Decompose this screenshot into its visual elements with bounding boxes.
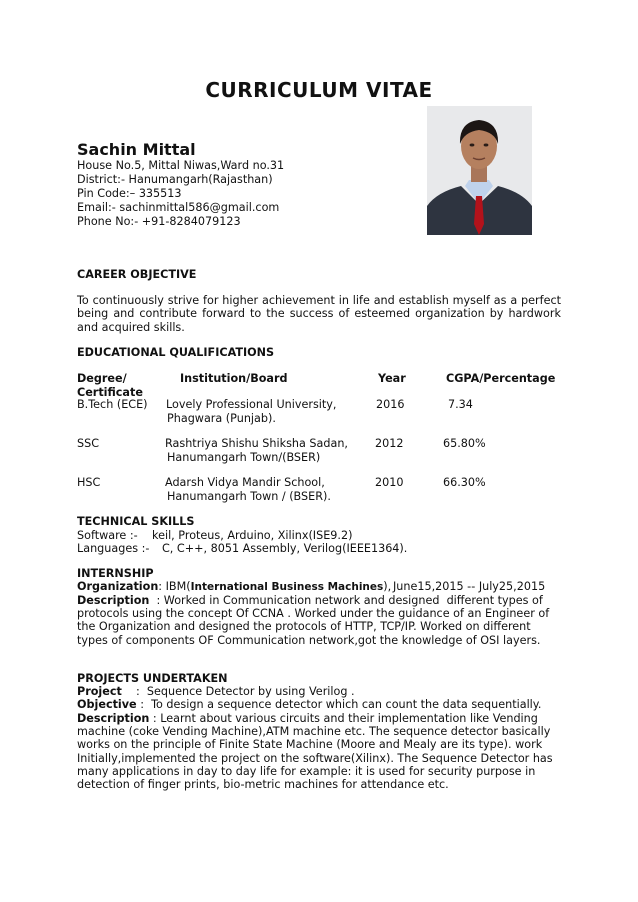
internship-description-line: the Organization and designed the protocols of HTTP, TCP/IP. Worked on different bbox=[77, 620, 531, 633]
project-description-line: machine (coke Vending Machine),ATM machine etc. The sequence detector basically bbox=[77, 725, 551, 738]
project-description-first: Description : Learnt about various circuits and their implementation like Vending bbox=[77, 712, 538, 725]
software-line: Software :- bbox=[77, 529, 138, 542]
table-row-degree: B.Tech (ECE) bbox=[77, 398, 148, 411]
project-description-line: works on the principle of Finite State Machine (Moore and Mealy are its type). work bbox=[77, 738, 543, 751]
table-row-year: 2010 bbox=[375, 476, 404, 489]
internship-description-first: Description : Worked in Communication network and designed different types of bbox=[77, 594, 543, 607]
table-row-year: 2012 bbox=[375, 437, 404, 450]
district-line: District:- Hanumangarh(Rajasthan) bbox=[77, 173, 273, 186]
institution-header: Institution/Board bbox=[180, 372, 288, 385]
year-header: Year bbox=[378, 372, 406, 385]
profile-photo bbox=[427, 106, 532, 235]
table-row-institution: Adarsh Vidya Mandir School, Hanumangarh Town / (BSER). bbox=[165, 476, 331, 503]
projects-heading: PROJECTS UNDERTAKEN bbox=[77, 672, 228, 685]
table-row-year: 2016 bbox=[376, 398, 405, 411]
objective-line: Objective : To design a sequence detector which can count the data sequentially. bbox=[77, 698, 542, 711]
cgpa-header: CGPA/Percentage bbox=[446, 372, 556, 385]
contact-block bbox=[77, 159, 284, 229]
career-objective-text: To continuously strive for higher achievement in life and establish myself as a perfect being and contribute forward to the success of esteemed organization by hardwork and acquired skills. bbox=[77, 294, 561, 334]
address-line: House No.5, Mittal Niwas,Ward no.31 bbox=[77, 159, 285, 172]
internship-description-line: protocols using the concept Of CCNA . Worked under the guidance of an Engineer of bbox=[77, 607, 550, 620]
pincode-line: Pin Code:– 335513 bbox=[77, 187, 182, 200]
languages-value: C, C++, 8051 Assembly, Verilog(IEEE1364). bbox=[162, 542, 408, 555]
project-description-line: Initially,implemented the project on the software(Xilinx). The Sequence Detector has bbox=[77, 752, 553, 765]
technical-skills-heading: TECHNICAL SKILLS bbox=[77, 515, 195, 528]
table-row-institution: Lovely Professional University, Phagwara (Punjab). bbox=[166, 398, 337, 425]
document-title: CURRICULUM VITAE bbox=[205, 78, 433, 102]
table-row-score: 66.30% bbox=[443, 476, 486, 489]
email-line: Email:- sachinmittal586@gmail.com bbox=[77, 201, 280, 214]
degree-header: Degree/ Certificate bbox=[77, 372, 143, 399]
table-row-degree: SSC bbox=[77, 437, 100, 450]
table-row-degree: HSC bbox=[77, 476, 101, 489]
project-description-line: detection of finger prints, bio-metric machines for attendance etc. bbox=[77, 778, 449, 791]
phone-line: Phone No:- +91-8284079123 bbox=[77, 215, 241, 228]
internship-description-line: types of components OF Communication network,got the knowledge of OSI layers. bbox=[77, 634, 541, 647]
table-row-score: 65.80% bbox=[443, 437, 486, 450]
organization-line: Organization: IBM(International Business Machines), bbox=[77, 580, 392, 593]
career-objective-heading: CAREER OBJECTIVE bbox=[77, 268, 197, 281]
software-value: keil, Proteus, Arduino, Xilinx(ISE9.2) bbox=[152, 529, 353, 542]
table-row-institution: Rashtriya Shishu Shiksha Sadan, Hanumangarh Town/(BSER) bbox=[165, 437, 348, 464]
project-line: Project : Sequence Detector by using Verilog . bbox=[77, 685, 355, 698]
project-description-line: many applications in day to day life for example: it is used for security purpose in bbox=[77, 765, 536, 778]
education-heading: EDUCATIONAL QUALIFICATIONS bbox=[77, 346, 275, 359]
internship-heading: INTERNSHIP bbox=[77, 567, 154, 580]
languages-label: Languages :- bbox=[77, 542, 150, 555]
candidate-name: Sachin Mittal bbox=[77, 140, 196, 159]
internship-dates: June15,2015 -- July25,2015 bbox=[393, 580, 546, 593]
table-row-score: 7.34 bbox=[448, 398, 473, 411]
